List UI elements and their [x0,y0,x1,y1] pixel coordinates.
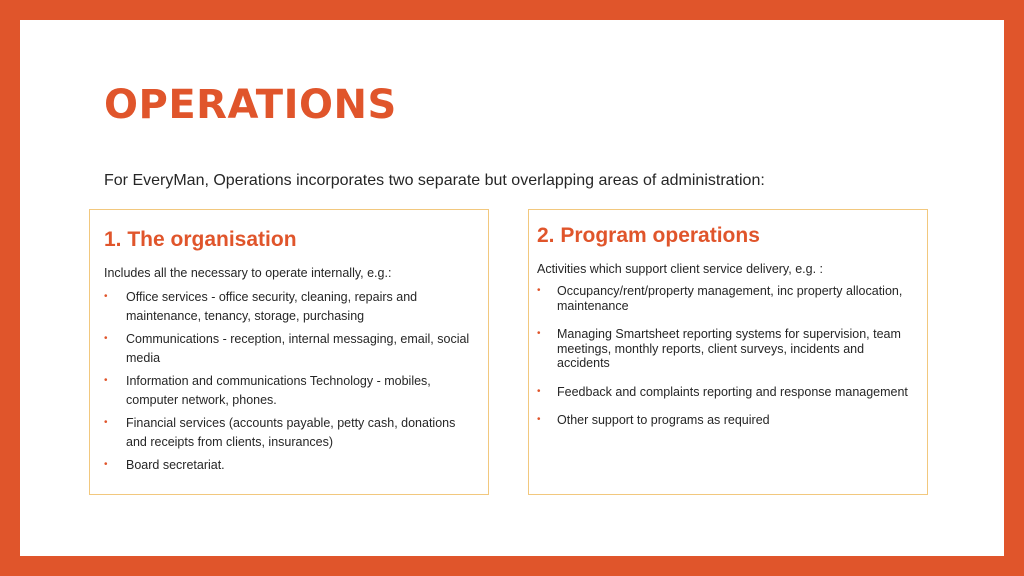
bullet-icon: • [104,417,108,428]
list-item-text: Occupancy/rent/property management, inc property allocation, maintenance [557,284,903,313]
list-item-text: Managing Smartsheet reporting systems for supervision, team meetings, monthly reports, client surveys, incidents and accidents [557,327,901,370]
organisation-panel [89,209,489,495]
list-item [537,284,911,313]
list-item [104,414,472,451]
bullet-icon: • [104,291,108,302]
bullet-icon: • [104,459,108,470]
program-operations-panel [528,209,928,495]
list-item-text: Other support to programs as required [557,413,770,427]
list-item-text: Office services - office security, cleaning, repairs and maintenance, tenancy, storage, purchasing [126,290,418,323]
bullet-icon: • [537,328,541,339]
bullet-icon: • [537,285,541,296]
list-item [104,288,472,325]
list-item [104,372,472,409]
list-item-text: Board secretariat. [126,458,225,472]
list-item [537,327,911,371]
list-item [537,413,911,428]
bullet-icon: • [537,385,541,397]
organisation-heading: 1. The organisation [104,228,297,251]
list-item [537,385,911,400]
list-item [104,330,472,367]
program-operations-list [537,284,911,428]
list-item [104,456,472,475]
slide [20,20,1004,556]
list-item-text: Communications - reception, internal messaging, email, social media [126,332,470,365]
page-title: OPERATIONS [104,82,397,128]
list-item-text: Feedback and complaints reporting and response management [557,384,908,399]
program-operations-heading: 2. Program operations [537,224,760,247]
organisation-list [104,288,472,475]
program-operations-intro: Activities which support client service delivery, e.g. : [537,262,823,276]
intro-text: For EveryMan, Operations incorporates two separate but overlapping areas of administration: [104,172,765,189]
bullet-icon: • [537,414,541,425]
bullet-icon: • [104,375,108,386]
list-item-text: Information and communications Technology - mobiles, computer network, phones. [126,374,431,407]
list-item-text: Financial services (accounts payable, petty cash, donations and receipts from clients, insurances) [126,416,456,449]
bullet-icon: • [104,333,108,344]
organisation-intro: Includes all the necessary to operate internally, e.g.: [104,266,392,280]
